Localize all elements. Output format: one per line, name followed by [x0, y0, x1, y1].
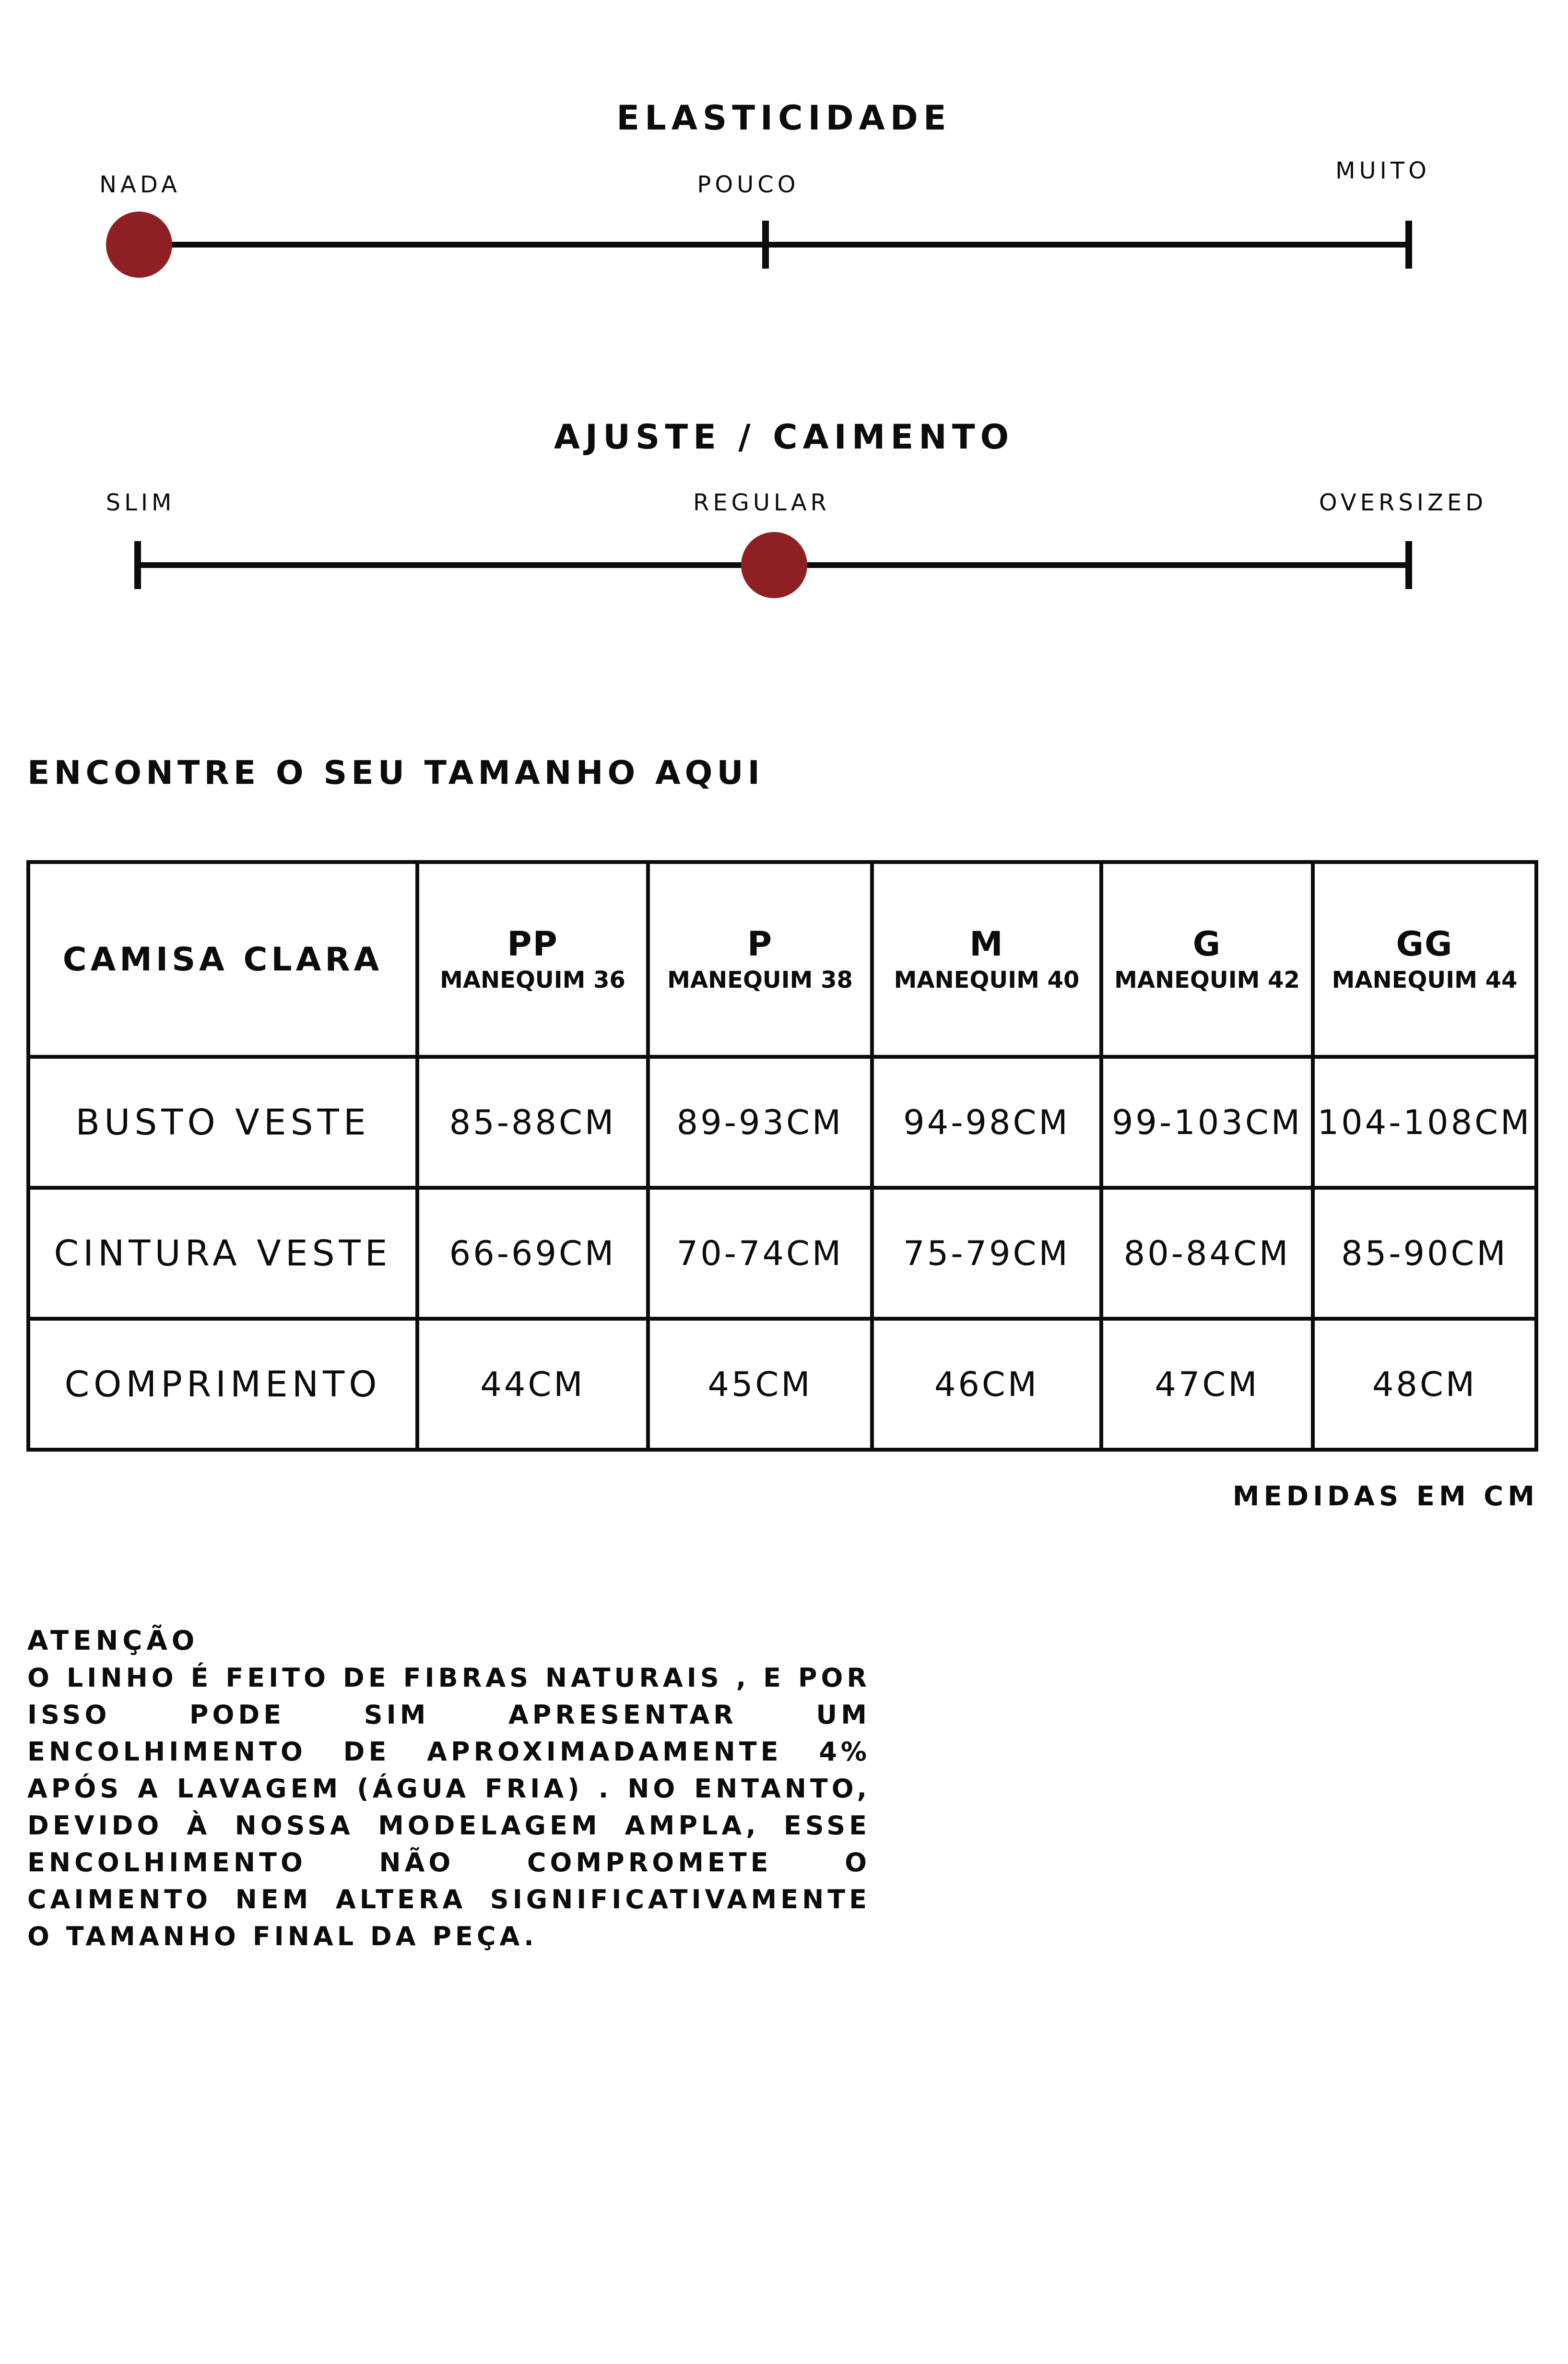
- table-cell: 70-74CM: [648, 1188, 872, 1319]
- elasticity-label-pouco: POUCO: [697, 171, 800, 198]
- size-code: GG: [1396, 924, 1453, 964]
- fit-tick-start: [134, 541, 141, 589]
- fit-title: AJUSTE / CAIMENTO: [554, 417, 1014, 457]
- table-cell: 89-93CM: [648, 1057, 872, 1188]
- size-section-title: ENCONTRE O SEU TAMANHO AQUI: [27, 754, 764, 792]
- mannequin-label: MANEQUIM 38: [667, 967, 853, 993]
- fit-marker: [741, 532, 807, 598]
- size-table: [26, 860, 1538, 1452]
- table-cell: 48CM: [1313, 1319, 1536, 1450]
- attention-note: [27, 1622, 871, 1955]
- row-label: COMPRIMENTO: [28, 1319, 417, 1450]
- table-cell: 66-69CM: [417, 1188, 648, 1319]
- size-code: P: [747, 924, 773, 964]
- size-header-p: [648, 862, 872, 1057]
- elasticity-track: [139, 242, 1412, 248]
- size-header-m: [872, 862, 1101, 1057]
- table-cell: 99-103CM: [1101, 1057, 1313, 1188]
- mannequin-label: MANEQUIM 36: [440, 967, 625, 993]
- table-cell: 45CM: [648, 1319, 872, 1450]
- table-row-cintura: [28, 1188, 1536, 1319]
- mannequin-label: MANEQUIM 44: [1332, 967, 1518, 993]
- table-cell: 47CM: [1101, 1319, 1313, 1450]
- table-cell: 94-98CM: [872, 1057, 1101, 1188]
- table-cell: 85-88CM: [417, 1057, 648, 1188]
- table-cell: 75-79CM: [872, 1188, 1101, 1319]
- size-header-g: [1101, 862, 1313, 1057]
- attention-title: ATENÇÃO: [27, 1625, 199, 1656]
- elasticity-tick-end: [1405, 221, 1412, 269]
- mannequin-label: MANEQUIM 40: [894, 967, 1080, 993]
- table-row-comprimento: [28, 1319, 1536, 1450]
- fit-label-oversized: OVERSIZED: [1319, 489, 1487, 516]
- table-cell: 46CM: [872, 1319, 1101, 1450]
- size-header-gg: [1313, 862, 1536, 1057]
- table-cell: 44CM: [417, 1319, 648, 1450]
- table-row-busto: [28, 1057, 1536, 1188]
- fit-label-slim: SLIM: [106, 489, 176, 516]
- fit-tick-end: [1405, 541, 1412, 589]
- attention-body: O LINHO É FEITO DE FIBRAS NATURAIS , E POR ISSO PODE SIM APRESENTAR UM ENCOLHIMENTO DE APROXIMADAMENTE 4% APÓS A LAVAGEM (ÁGUA FRIA) . NO ENTANTO, DEVIDO À NOSSA MODELAGEM AMPLA, ESSE ENCOLHIMENTO NÃO COMPROMETE O CAIMENTO NEM ALTERA SIGNIFICATIVAMENTE O TAMANHO FINAL DA PEÇA.: [27, 1663, 871, 1951]
- elasticity-label-nada: NADA: [99, 171, 181, 198]
- table-cell: 80-84CM: [1101, 1188, 1313, 1319]
- table-cell: 85-90CM: [1313, 1188, 1536, 1319]
- table-cell: 104-108CM: [1313, 1057, 1536, 1188]
- units-note: MEDIDAS EM CM: [1232, 1481, 1539, 1512]
- size-header-pp: [417, 862, 648, 1057]
- size-code: M: [969, 924, 1004, 964]
- elasticity-tick-middle: [762, 221, 769, 269]
- mannequin-label: MANEQUIM 42: [1114, 967, 1300, 993]
- elasticity-label-muito: MUITO: [1335, 157, 1430, 184]
- elasticity-title: ELASTICIDADE: [616, 98, 952, 138]
- fit-label-regular: REGULAR: [693, 489, 831, 516]
- elasticity-marker: [106, 212, 172, 278]
- size-header-row: [28, 862, 1536, 1057]
- row-label: BUSTO VESTE: [28, 1057, 417, 1188]
- product-name-header: CAMISA CLARA: [28, 862, 417, 1057]
- size-code: G: [1192, 924, 1222, 964]
- row-label: CINTURA VESTE: [28, 1188, 417, 1319]
- size-code: PP: [507, 924, 558, 964]
